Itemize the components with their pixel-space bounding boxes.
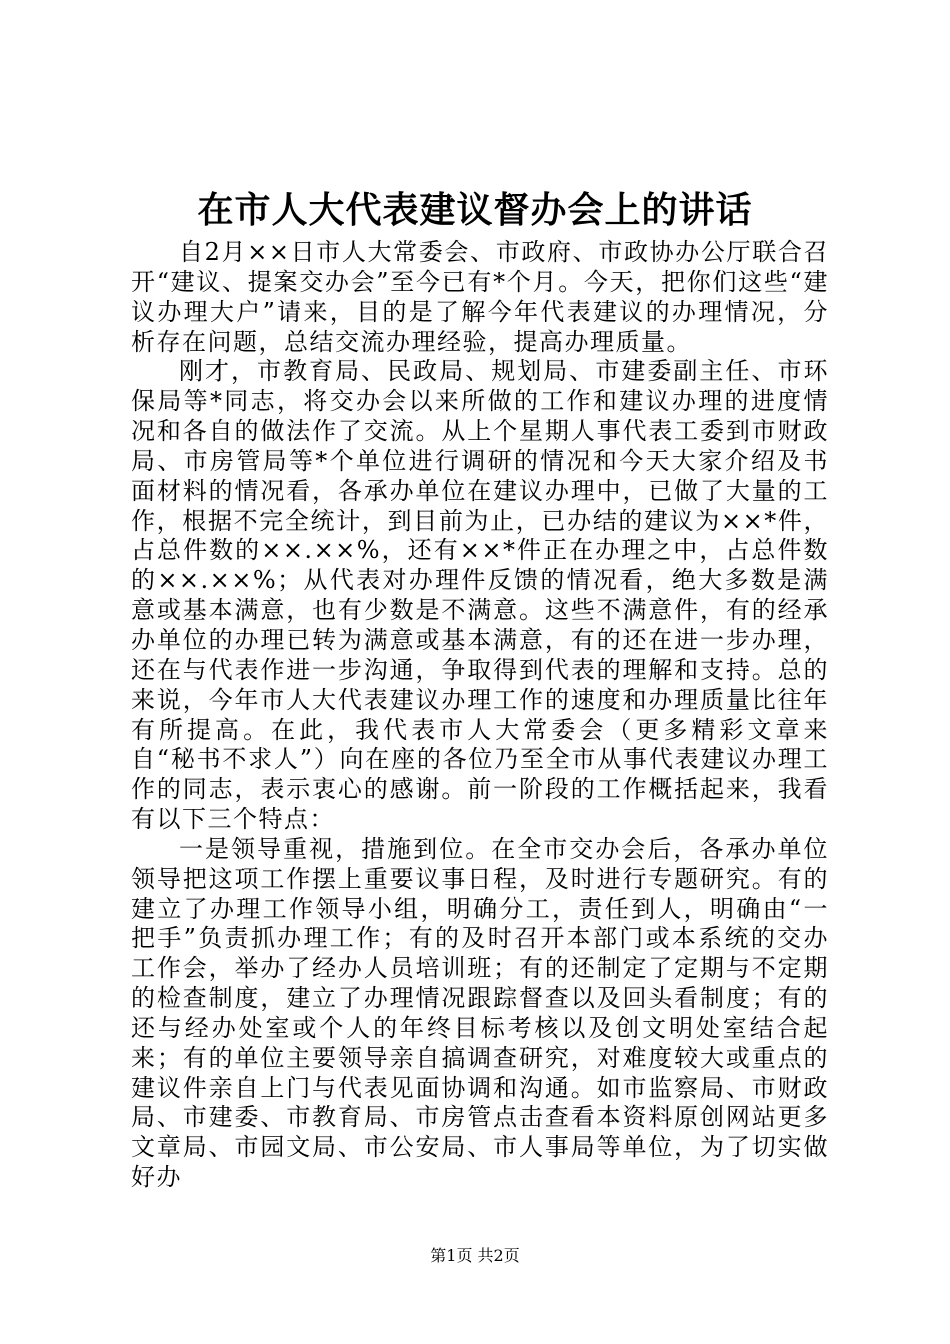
paragraph-progress: 刚才，市教育局、民政局、规划局、市建委副主任、市环保局等*同志，将交办会以来所做的工作和建议办理的进度情况和各自的做法作了交流。从上个星期人事代表工委到市财政局、市房管局等*个单位进行调研的情况和今天大家介绍及书面材料的情况看，各承办单位在建议办理中，已做了大量的工作，根据不完全统计，到目前为止，已办结的建议为××*件，占总件数的××.××%，还有××*件正在办理之中，占总件数的××.××%；从代表对办理件反馈的情况看，绝大多数是满意或基本满意，也有少数是不满意。这些不满意件，有的经承办单位的办理已转为满意或基本满意，有的还在进一步办理，还在与代表作进一步沟通，争取得到代表的理解和支持。总的来说，今年市人大代表建议办理工作的速度和办理质量比往年有所提高。在此，我代表市人大常委会（更多精彩文章来自“秘书不求人”）向在座的各位乃至全市从事代表建议办理工作的同志，表示衷心的感谢。前一阶段的工作概括起来，我看有以下三个特点： bbox=[131, 357, 829, 834]
paragraph-intro: 自2月××日市人大常委会、市政府、市政协办公厅联合召开“建议、提案交办会”至今已有*个月。今天，把你们这些“建议办理大户”请来，目的是了解今年代表建议的办理情况，分析存在问题，总结交流办理经验，提高办理质量。 bbox=[131, 238, 829, 356]
paragraph-point-one: 一是领导重视，措施到位。在全市交办会后，各承办单位领导把这项工作摆上重要议事日程，及时进行专题研究。有的建立了办理工作领导小组，明确分工，责任到人，明确由“一把手”负责抓办理工作；有的及时召开本部门或本系统的交办工作会，举办了经办人员培训班；有的还制定了定期与不定期的检查制度，建立了办理情况跟踪督查以及回头看制度；有的还与经办处室或个人的年终目标考核以及创文明处室结合起来；有的单位主要领导亲自搞调查研究，对难度较大或重点的建议件亲自上门与代表见面协调和沟通。如市监察局、市财政局、市建委、市教育局、市房管点击查看本资料原创网站更多文章局、市园文局、市公安局、市人事局等单位，为了切实做好办 bbox=[131, 834, 829, 1192]
document-body bbox=[131, 238, 829, 1193]
document-title: 在市人大代表建议督办会上的讲话 bbox=[197, 189, 753, 231]
page-number-footer: 第1页 共2页 bbox=[430, 1246, 520, 1265]
